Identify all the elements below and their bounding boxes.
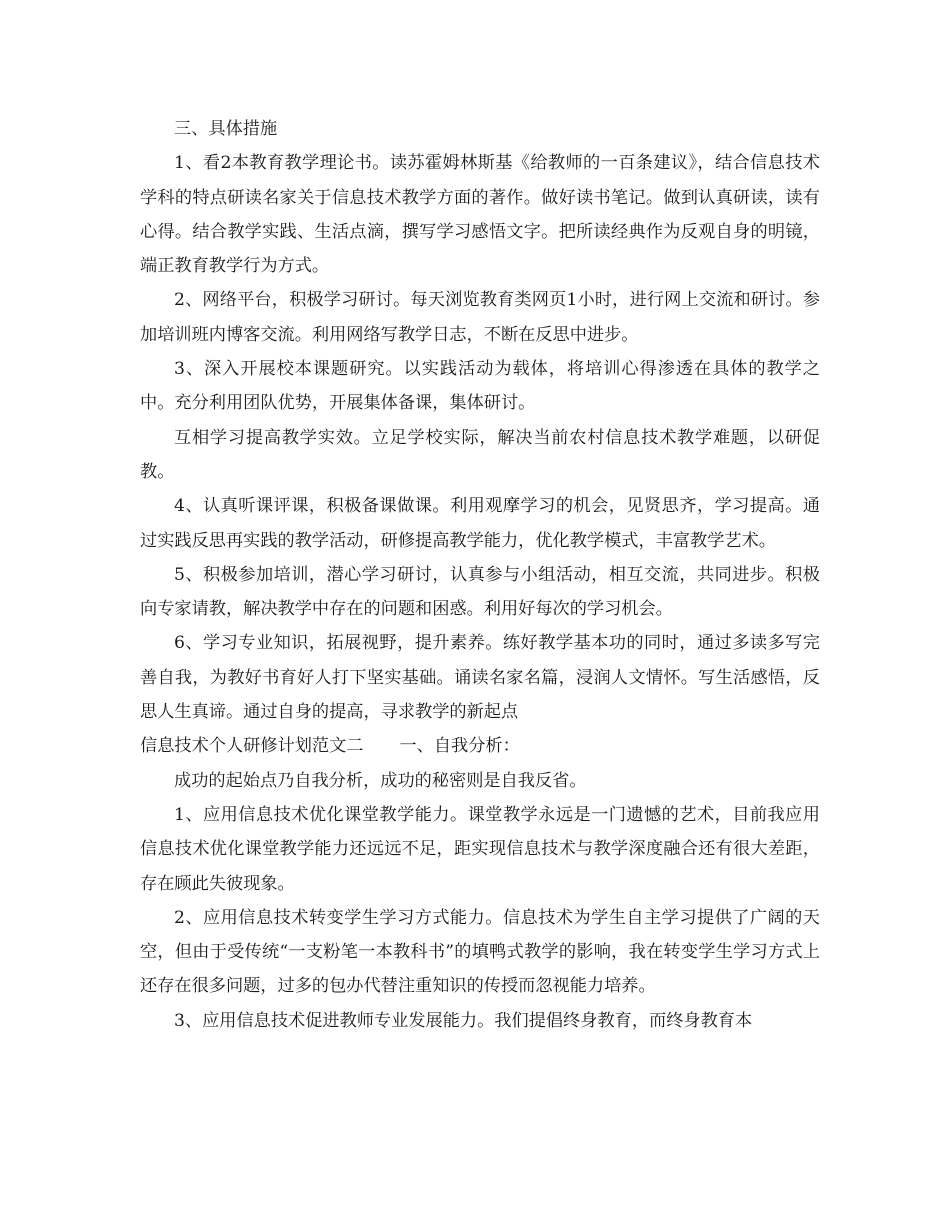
self-analysis-intro: 成功的起始点乃自我分析，成功的秘密则是自我反省。 — [174, 770, 587, 791]
second-section-line — [140, 729, 820, 763]
paragraph-measure-2: 2、网络平台，积极学习研讨。每天浏览教育类网页1小时，进行网上交流和研讨。参加培训班内博客交流。利用网络写教学日志，不断在反思中进步。 — [140, 290, 820, 345]
self-analysis-item-2: 2、应用信息技术转变学生学习方式能力。信息技术为学生自主学习提供了广阔的天空，但由于受传统“一支粉笔一本教科书”的填鸭式教学的影响，我在转变学生学习方式上还存在很多问题，过多的包办代替注重知识的传授而忽视能力培养。 — [140, 907, 820, 997]
second-document-title: 信息技术个人研修计划范文二 — [140, 736, 364, 757]
paragraph-continuation: 互相学习提高教学实效。立足学校实际，解决当前农村信息技术教学难题，以研促教。 — [140, 427, 820, 482]
document-page — [140, 112, 820, 1038]
paragraph-measure-1: 1、看2本教育教学理论书。读苏霍姆林斯基《给教师的一百条建议》，结合信息技术学科的特点研读名家关于信息技术教学方面的著作。做好读书笔记。做到认真研读，读有心得。结合教学实践、生活点滴，撰写学习感悟文字。把所读经典作为反观自身的明镜，端正教育教学行为方式。 — [140, 153, 820, 277]
paragraph-measure-3: 3、深入开展校本课题研究。以实践活动为载体，将培训心得渗透在具体的教学之中。充分利用团队优势，开展集体备课，集体研讨。 — [140, 359, 820, 414]
paragraph-measure-4: 4、认真听课评课，积极备课做课。利用观摩学习的机会，见贤思齐，学习提高。通过实践反思再实践的教学活动，研修提高教学能力，优化教学模式，丰富教学艺术。 — [140, 496, 820, 551]
self-analysis-heading: 一、自我分析： — [399, 736, 520, 757]
paragraph-measure-5: 5、积极参加培训，潜心学习研讨，认真参与小组活动，相互交流，共同进步。积极向专家请教，解决教学中存在的问题和困惑。利用好每次的学习机会。 — [140, 564, 820, 620]
self-analysis-item-1: 1、应用信息技术优化课堂教学能力。课堂教学永远是一门遗憾的艺术，目前我应用信息技术优化课堂教学能力还远远不足，距实现信息技术与教学深度融合还有很大差距，存在顾此失彼现象。 — [140, 804, 820, 894]
section-heading: 三、具体措施 — [174, 119, 278, 139]
self-analysis-item-3: 3、应用信息技术促进教师专业发展能力。我们提倡终身教育，而终身教育本 — [174, 1010, 753, 1031]
paragraph-measure-6: 6、学习专业知识，拓展视野，提升素养。练好教学基本功的同时，通过多读多写完善自我，为教好书育好人打下坚实基础。诵读名家名篇，浸润人文情怀。写生活感悟，反思人生真谛。通过自身的提高，寻求教学的新起点 — [140, 633, 820, 723]
